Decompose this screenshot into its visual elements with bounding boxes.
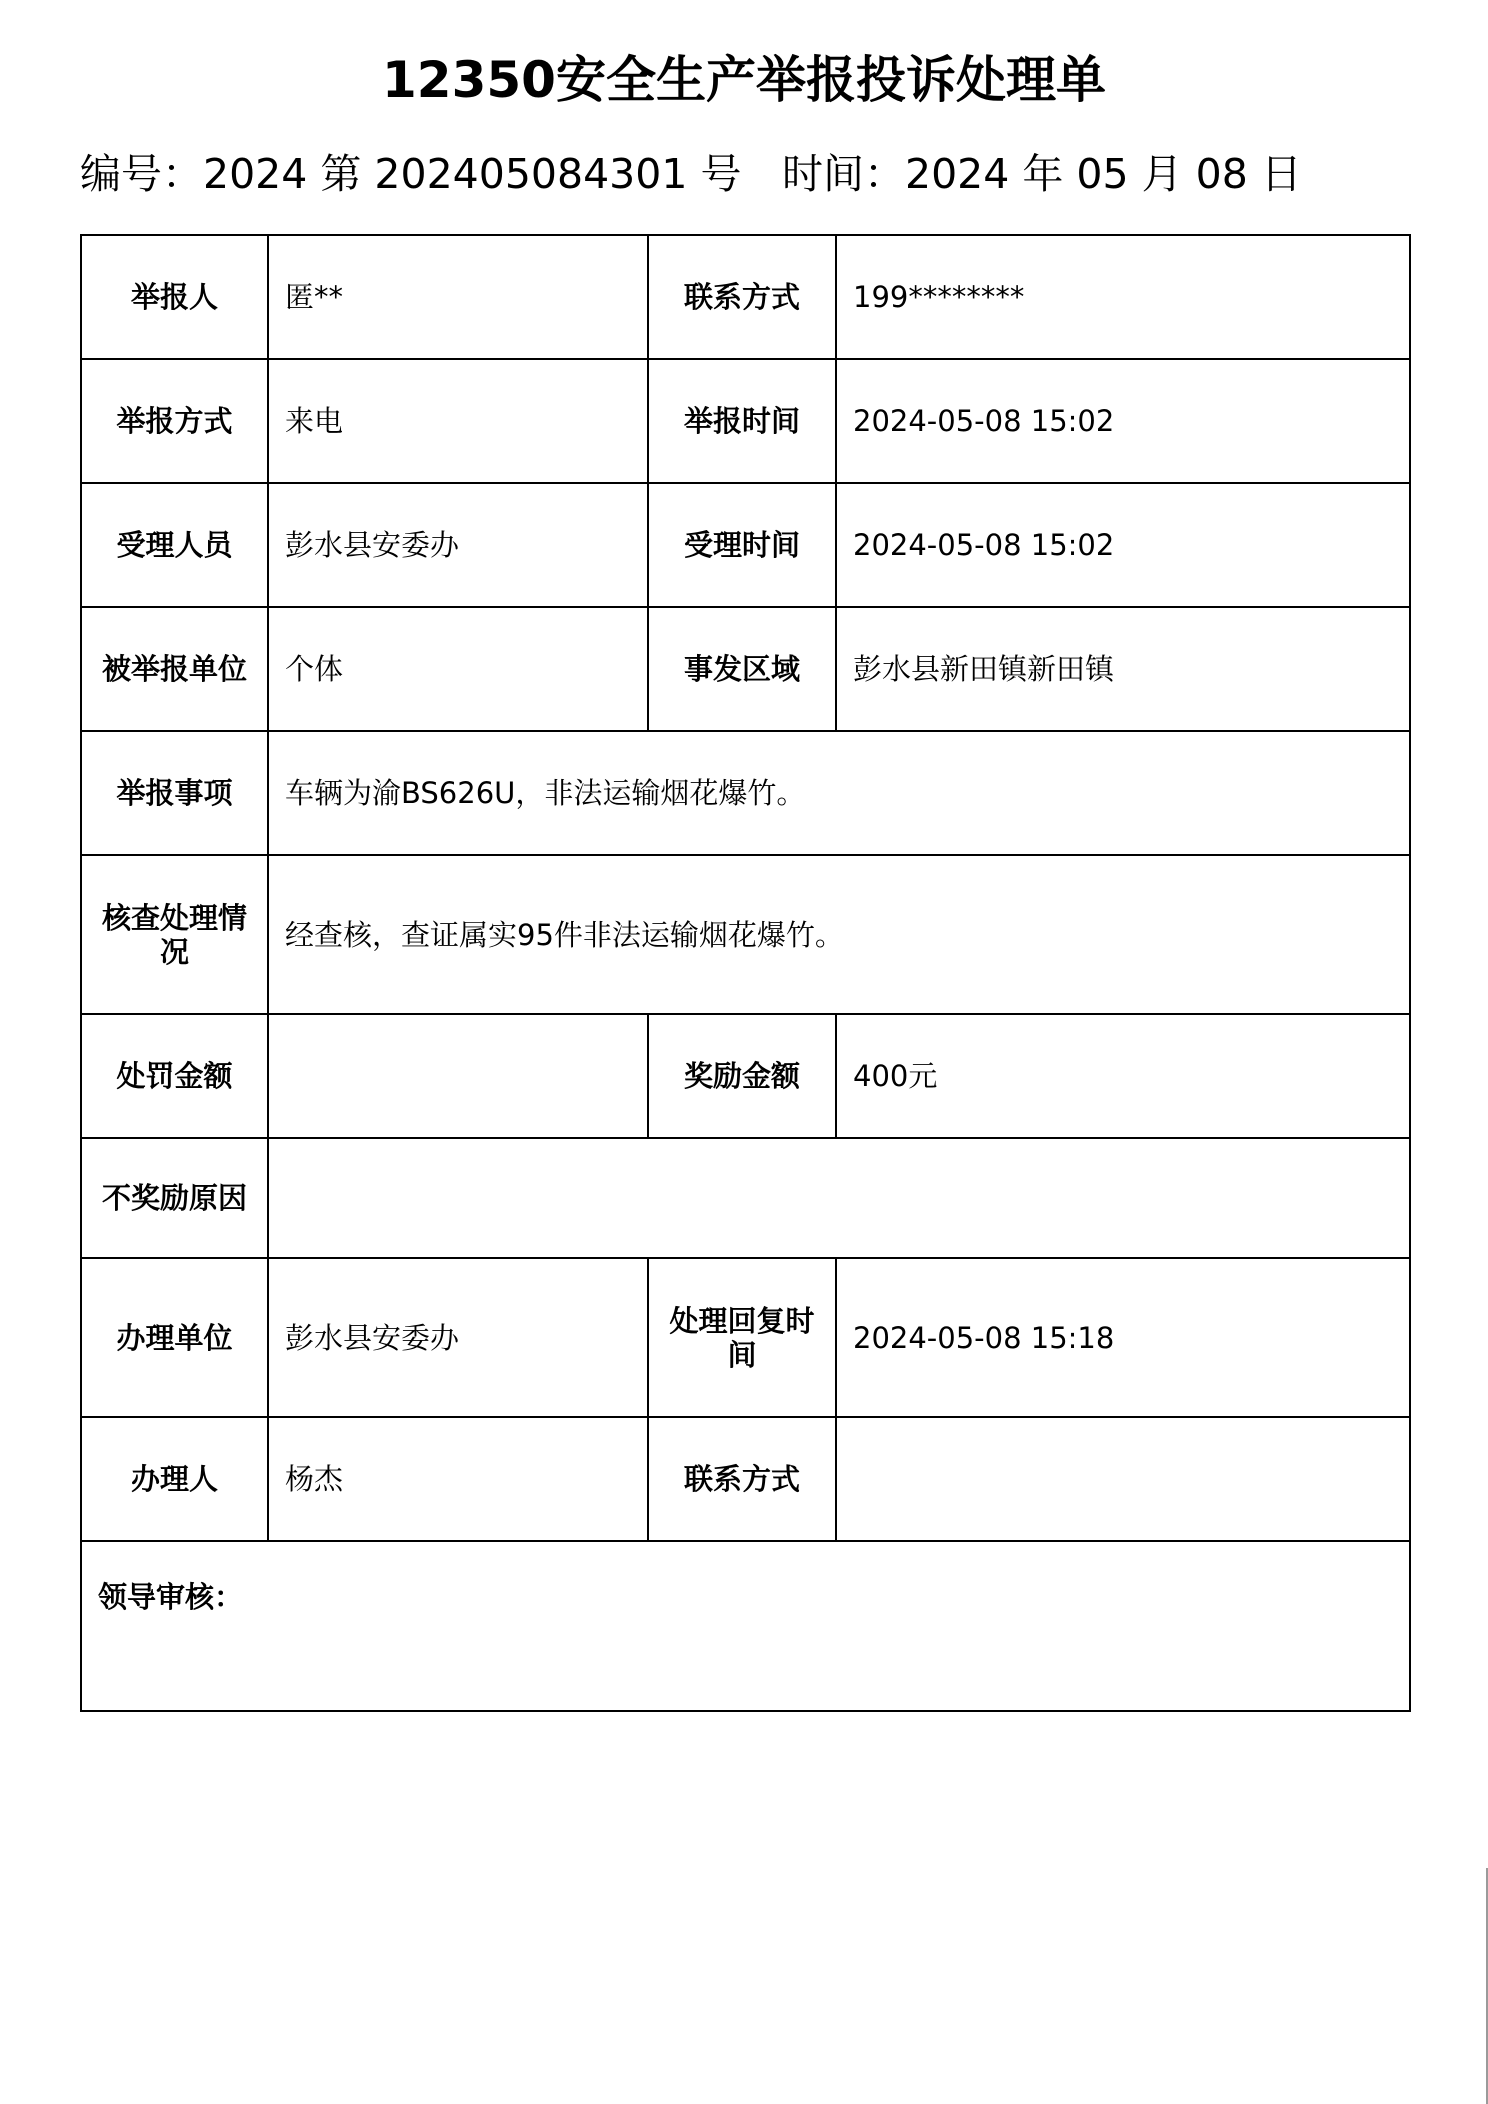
reward-label: 奖励金额 bbox=[648, 1014, 836, 1138]
accepter-label: 受理人员 bbox=[81, 483, 268, 607]
contact-value: 199******** bbox=[836, 235, 1410, 359]
reporter-label: 举报人 bbox=[81, 235, 268, 359]
document-date: 时间：2024 年 05 月 08 日 bbox=[782, 150, 1302, 198]
matter-value: 车辆为渝BS626U，非法运输烟花爆竹。 bbox=[268, 731, 1410, 855]
handler-contact-label: 联系方式 bbox=[648, 1417, 836, 1541]
serial-number: 编号：2024 第 202405084301 号 bbox=[80, 150, 742, 198]
handling-unit-value: 彭水县安委办 bbox=[268, 1258, 648, 1417]
table-row bbox=[81, 731, 1410, 855]
reported-unit-label: 被举报单位 bbox=[81, 607, 268, 731]
area-value: 彭水县新田镇新田镇 bbox=[836, 607, 1410, 731]
reporter-value: 匿** bbox=[268, 235, 648, 359]
handler-label: 办理人 bbox=[81, 1417, 268, 1541]
handler-value: 杨杰 bbox=[268, 1417, 648, 1541]
penalty-label: 处罚金额 bbox=[81, 1014, 268, 1138]
table-row bbox=[81, 483, 1410, 607]
reply-time-label: 处理回复时间 bbox=[648, 1258, 836, 1417]
reply-time-value: 2024-05-08 15:18 bbox=[836, 1258, 1410, 1417]
reward-value: 400元 bbox=[836, 1014, 1410, 1138]
report-time-label: 举报时间 bbox=[648, 359, 836, 483]
handler-contact-value bbox=[836, 1417, 1410, 1541]
handling-unit-label: 办理单位 bbox=[81, 1258, 268, 1417]
leader-review-field: 领导审核： bbox=[81, 1541, 1410, 1711]
document-title: 12350安全生产举报投诉处理单 bbox=[382, 51, 1106, 109]
verification-value: 经查核，查证属实95件非法运输烟花爆竹。 bbox=[268, 855, 1410, 1014]
report-time-value: 2024-05-08 15:02 bbox=[836, 359, 1410, 483]
contact-label: 联系方式 bbox=[648, 235, 836, 359]
table-row bbox=[81, 1417, 1410, 1541]
table-row bbox=[81, 607, 1410, 731]
accept-time-value: 2024-05-08 15:02 bbox=[836, 483, 1410, 607]
report-form-table bbox=[80, 234, 1411, 1712]
table-row bbox=[81, 359, 1410, 483]
method-label: 举报方式 bbox=[81, 359, 268, 483]
table-row bbox=[81, 1014, 1410, 1138]
table-row bbox=[81, 1541, 1410, 1711]
area-label: 事发区域 bbox=[648, 607, 836, 731]
matter-label: 举报事项 bbox=[81, 731, 268, 855]
penalty-value bbox=[268, 1014, 648, 1138]
accept-time-label: 受理时间 bbox=[648, 483, 836, 607]
table-row bbox=[81, 1258, 1410, 1417]
verification-label: 核查处理情况 bbox=[81, 855, 268, 1014]
method-value: 来电 bbox=[268, 359, 648, 483]
accepter-value: 彭水县安委办 bbox=[268, 483, 648, 607]
table-row bbox=[81, 235, 1410, 359]
no-reward-reason-label: 不奖励原因 bbox=[81, 1138, 268, 1258]
table-row bbox=[81, 855, 1410, 1014]
table-row bbox=[81, 1138, 1410, 1258]
no-reward-reason-value bbox=[268, 1138, 1410, 1258]
reported-unit-value: 个体 bbox=[268, 607, 648, 731]
